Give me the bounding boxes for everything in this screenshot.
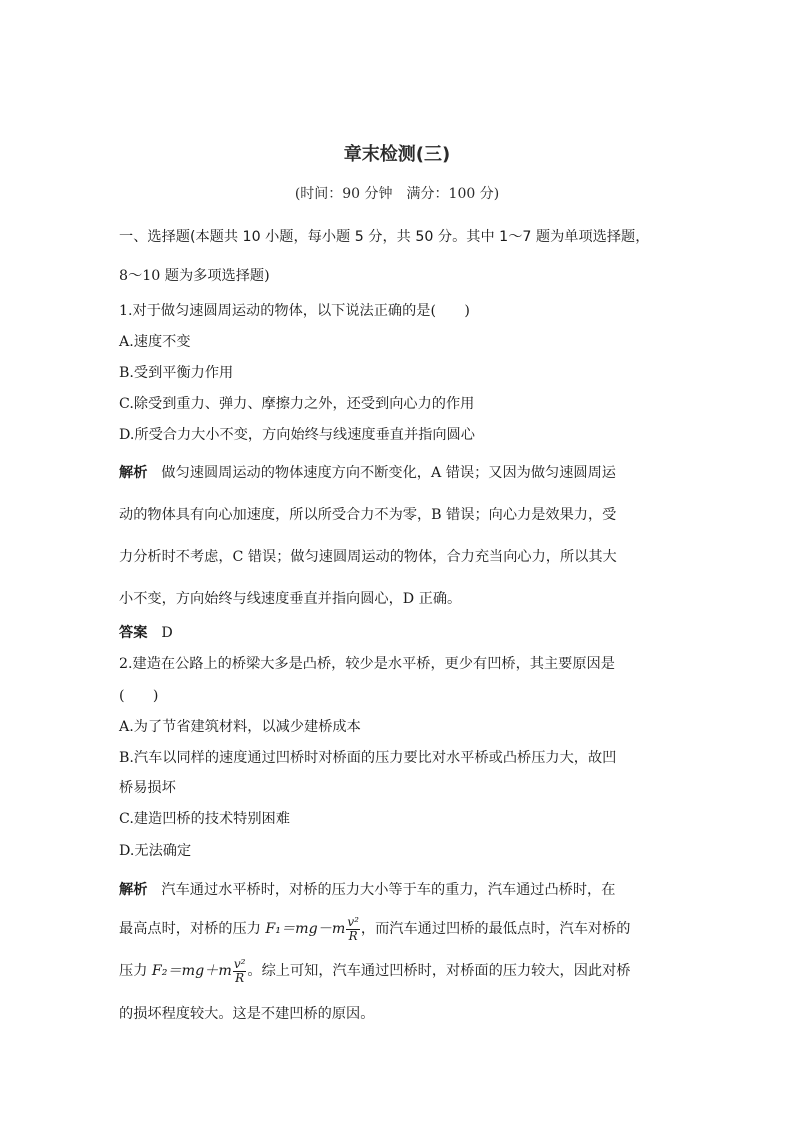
section-heading-line-2: 8～10 题为多项选择题) (119, 268, 270, 284)
q2-option-b-cont: 桥易损坏 (119, 780, 176, 796)
q2-analysis-line-1 (119, 880, 679, 900)
q1-option-d: D.所受合力大小不变，方向始终与线速度垂直并指向圆心 (119, 427, 475, 443)
q1-answer-value: D (161, 625, 173, 641)
q2-analysis-line-2 (119, 914, 679, 944)
q1-answer-label: 答案 (119, 625, 148, 641)
q1-stem: 1.对于做匀速圆周运动的物体，以下说法正确的是( ) (119, 303, 470, 319)
fraction-v2-over-r-1 (346, 916, 360, 943)
fraction-denominator: R (235, 970, 245, 985)
formula-f2: F₂＝mg＋m (151, 963, 232, 979)
q2-analysis-text-3b: 。综上可知，汽车通过凹桥时，对桥面的压力较大，因此对桥 (247, 963, 631, 979)
q1-option-a: A.速度不变 (119, 334, 191, 350)
q1-analysis-label: 解析 (119, 465, 148, 481)
q2-analysis-text-2b: ，而汽车通过凹桥的最低点时，汽车对桥的 (360, 921, 631, 937)
q2-stem-line-1: 2.建造在公路上的桥梁大多是凸桥，较少是水平桥，更少有凹桥，其主要原因是 (119, 656, 615, 672)
q1-analysis-line-4: 小不变，方向始终与线速度垂直并指向圆心，D 正确。 (119, 591, 462, 607)
q2-analysis-line-4: 的损坏程度较大。这是不建凹桥的原因。 (119, 1006, 375, 1022)
q2-analysis-line-3 (119, 956, 679, 986)
q1-analysis-line-1 (119, 463, 679, 483)
q1-answer-line (119, 623, 679, 643)
fraction-v2-over-r-2 (233, 958, 247, 985)
q1-analysis-line-3: 力分析时不考虑，C 错误；做匀速圆周运动的物体，合力充当向心力，所以其大 (119, 549, 617, 565)
exam-info: (时间：90 分钟 满分：100 分) (294, 186, 500, 202)
q2-analysis-text-1: 汽车通过水平桥时，对桥的压力大小等于车的重力，汽车通过凸桥时，在 (161, 882, 616, 898)
formula-f1: F₁＝mg－m (265, 921, 346, 937)
fraction-denominator: R (348, 928, 358, 943)
page-title: 章末检测(三) (343, 144, 451, 165)
q2-analysis-text-2a: 最高点时，对桥的压力 (119, 921, 261, 937)
q1-option-c: C.除受到重力、弹力、摩擦力之外，还受到向心力的作用 (119, 396, 475, 412)
q2-option-b: B.汽车以同样的速度通过凹桥时对桥面的压力要比对水平桥或凸桥压力大，故凹 (119, 750, 617, 766)
q2-analysis-label: 解析 (119, 882, 148, 898)
q2-stem-line-2: ( ) (119, 688, 159, 704)
q2-option-d: D.无法确定 (119, 843, 192, 859)
q1-option-b: B.受到平衡力作用 (119, 365, 234, 381)
fraction-numerator: v² (233, 956, 246, 971)
q2-option-c: C.建造凹桥的技术特别困难 (119, 811, 290, 827)
q2-analysis-text-3a: 压力 (119, 963, 148, 979)
q1-analysis-text-1: 做匀速圆周运动的物体速度方向不断变化，A 错误；又因为做匀速圆周运 (161, 465, 616, 481)
q2-option-a: A.为了节省建筑材料，以减少建桥成本 (119, 719, 361, 735)
fraction-numerator: v² (347, 914, 359, 929)
section-heading-line-1 (119, 227, 679, 247)
q1-analysis-line-2: 动的物体具有向心加速度，所以所受合力不为零，B 错误；向心力是效果力，受 (119, 507, 617, 523)
section-heading-text-1: 一、选择题(本题共 10 小题，每小题 5 分，共 50 分。其中 1～7 题为单项选择题， (119, 229, 650, 245)
